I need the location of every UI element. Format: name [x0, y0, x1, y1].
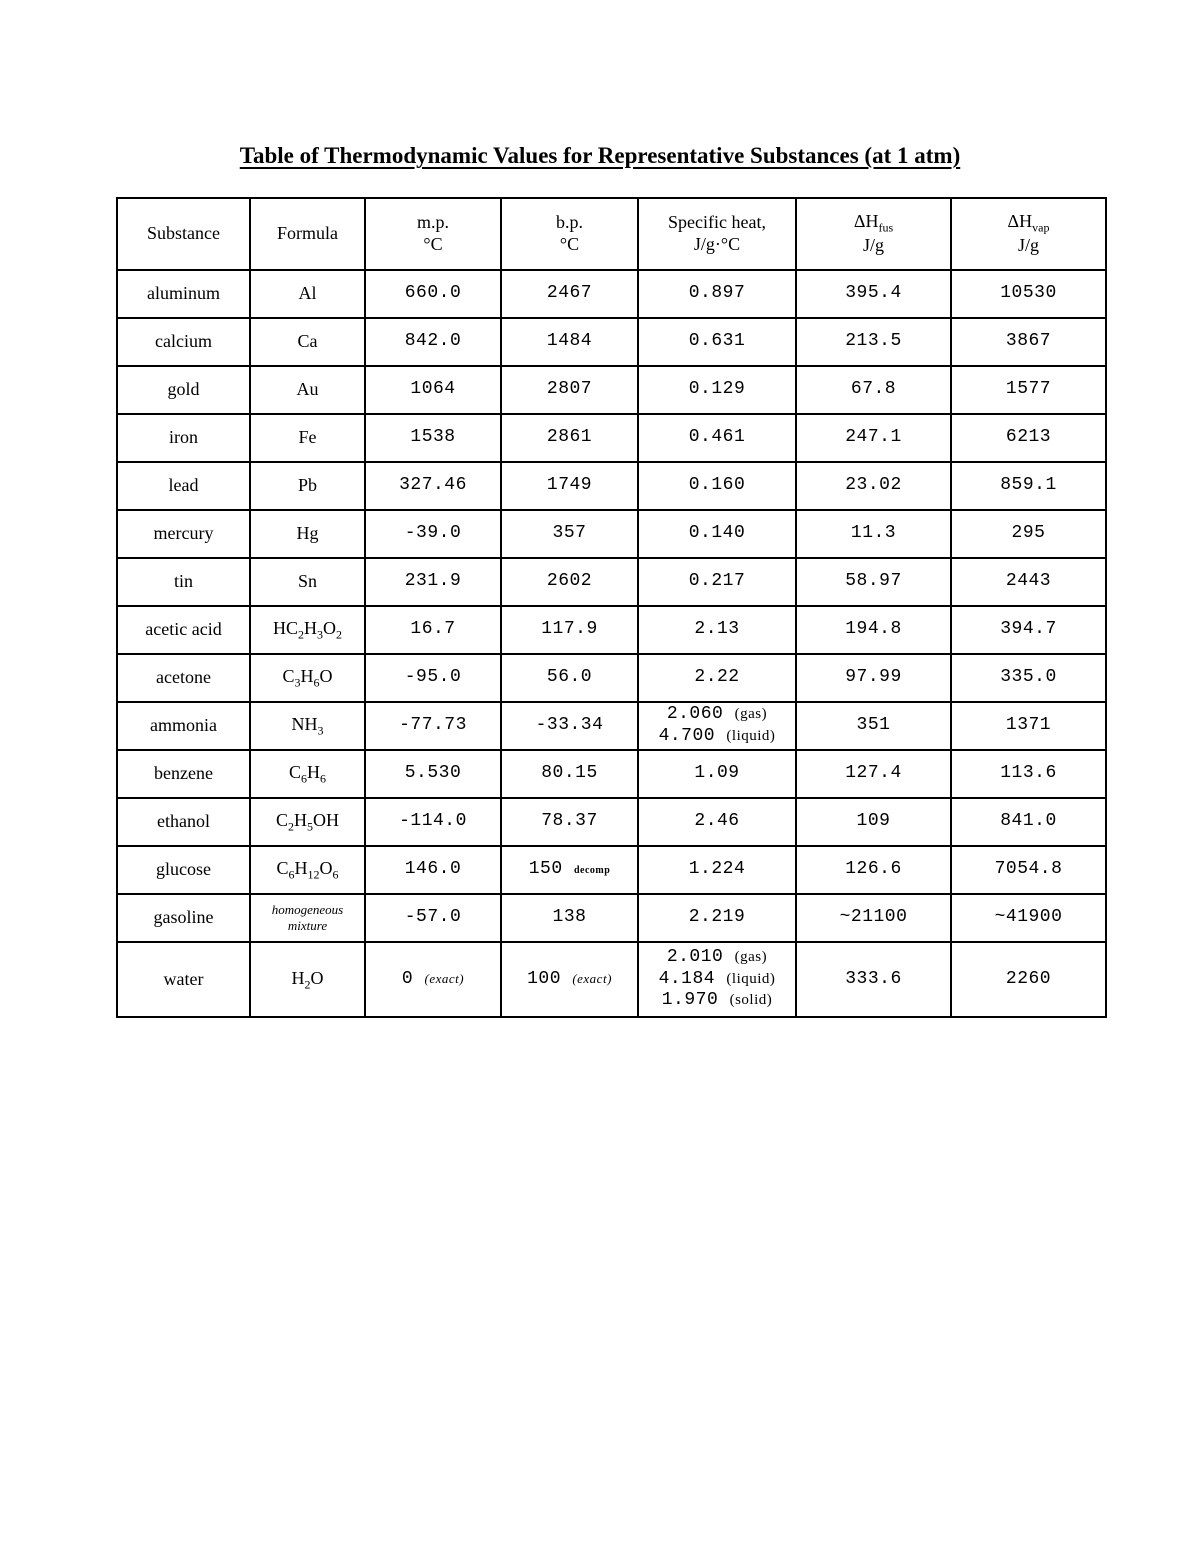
cell-specific-heat: 0.631	[638, 318, 796, 366]
table-row	[117, 318, 1106, 366]
cell-formula: $H_2O$	[250, 942, 365, 1017]
cell-specific-heat: 0.461	[638, 414, 796, 462]
cell-specific-heat: 2.219	[638, 894, 796, 942]
cell-bp: 1749	[501, 462, 638, 510]
cell-mp: -77.73	[365, 702, 501, 750]
cell-formula: $C_6H_6$	[250, 750, 365, 798]
cell-formula: $C_6H_{12}O_6$	[250, 846, 365, 894]
cell-hvap: 2443	[951, 558, 1106, 606]
cell-substance: ammonia	[117, 702, 250, 750]
cell-specific-heat: 1.09	[638, 750, 796, 798]
cell-hvap: 841.0	[951, 798, 1106, 846]
cell-hvap: 335.0	[951, 654, 1106, 702]
cell-formula: Ca	[250, 318, 365, 366]
table-row	[117, 270, 1106, 318]
cell-substance: mercury	[117, 510, 250, 558]
cell-substance: water	[117, 942, 250, 1017]
cell-hfus: 395.4	[796, 270, 951, 318]
cell-hvap: 10530	[951, 270, 1106, 318]
cell-bp: 78.37	[501, 798, 638, 846]
table-row	[117, 366, 1106, 414]
cell-formula: Sn	[250, 558, 365, 606]
cell-mp: 16.7	[365, 606, 501, 654]
cell-hfus: 58.97	[796, 558, 951, 606]
cell-mp: 0 (exact)	[365, 942, 501, 1017]
cell-bp: 2467	[501, 270, 638, 318]
cell-hfus: 109	[796, 798, 951, 846]
cell-mp: -114.0	[365, 798, 501, 846]
cell-hvap: ~41900	[951, 894, 1106, 942]
cell-bp: 56.0	[501, 654, 638, 702]
cell-formula: Hg	[250, 510, 365, 558]
cell-mp: 327.46	[365, 462, 501, 510]
header-heat-of-fusion: $\Delta H_{fus}$ J/g	[796, 198, 951, 270]
cell-hfus: 23.02	[796, 462, 951, 510]
cell-hfus: ~21100	[796, 894, 951, 942]
cell-specific-heat: 2.46	[638, 798, 796, 846]
page-title: Table of Thermodynamic Values for Representative Substances (at 1 atm)	[239, 143, 961, 168]
cell-hfus: 97.99	[796, 654, 951, 702]
cell-specific-heat: 2.010 (gas) 4.184 (liquid) 1.970 (solid)	[638, 942, 796, 1017]
cell-hvap: 1371	[951, 702, 1106, 750]
table-row	[117, 654, 1106, 702]
cell-specific-heat: 0.140	[638, 510, 796, 558]
cell-specific-heat: 0.160	[638, 462, 796, 510]
table-row	[117, 942, 1106, 1017]
header-formula: Formula	[250, 198, 365, 270]
cell-substance: acetic acid	[117, 606, 250, 654]
cell-substance: acetone	[117, 654, 250, 702]
cell-hfus: 67.8	[796, 366, 951, 414]
table-row	[117, 750, 1106, 798]
cell-bp: 2861	[501, 414, 638, 462]
thermodynamic-values-table	[116, 197, 1107, 1018]
cell-bp: 117.9	[501, 606, 638, 654]
table-row	[117, 462, 1106, 510]
cell-formula: homogeneous mixture	[250, 894, 365, 942]
cell-hfus: 333.6	[796, 942, 951, 1017]
cell-mp: -95.0	[365, 654, 501, 702]
cell-hvap: 295	[951, 510, 1106, 558]
header-heat-of-vaporization: $\Delta H_{vap}$ J/g	[951, 198, 1106, 270]
cell-mp: 660.0	[365, 270, 501, 318]
cell-mp: 5.530	[365, 750, 501, 798]
cell-mp: -39.0	[365, 510, 501, 558]
cell-substance: tin	[117, 558, 250, 606]
cell-bp: 150 decomp	[501, 846, 638, 894]
cell-hvap: 394.7	[951, 606, 1106, 654]
cell-specific-heat: 2.13	[638, 606, 796, 654]
table-row	[117, 702, 1106, 750]
cell-substance: calcium	[117, 318, 250, 366]
cell-specific-heat: 0.217	[638, 558, 796, 606]
cell-formula: Al	[250, 270, 365, 318]
cell-mp: 231.9	[365, 558, 501, 606]
cell-bp: 1484	[501, 318, 638, 366]
cell-specific-heat: 2.060 (gas) 4.700 (liquid)	[638, 702, 796, 750]
cell-specific-heat: 2.22	[638, 654, 796, 702]
cell-specific-heat: 1.224	[638, 846, 796, 894]
cell-hfus: 213.5	[796, 318, 951, 366]
table-row	[117, 606, 1106, 654]
cell-substance: gold	[117, 366, 250, 414]
cell-hvap: 1577	[951, 366, 1106, 414]
cell-formula: $HC_2H_3O_2$	[250, 606, 365, 654]
table-row	[117, 558, 1106, 606]
cell-bp: 100 (exact)	[501, 942, 638, 1017]
cell-bp: 357	[501, 510, 638, 558]
cell-hvap: 3867	[951, 318, 1106, 366]
cell-substance: glucose	[117, 846, 250, 894]
cell-hfus: 351	[796, 702, 951, 750]
cell-mp: -57.0	[365, 894, 501, 942]
cell-hfus: 247.1	[796, 414, 951, 462]
cell-mp: 842.0	[365, 318, 501, 366]
cell-substance: lead	[117, 462, 250, 510]
cell-specific-heat: 0.897	[638, 270, 796, 318]
cell-substance: ethanol	[117, 798, 250, 846]
cell-substance: iron	[117, 414, 250, 462]
cell-substance: aluminum	[117, 270, 250, 318]
cell-formula: $C_2H_5OH$	[250, 798, 365, 846]
cell-formula: Pb	[250, 462, 365, 510]
cell-hvap: 2260	[951, 942, 1106, 1017]
cell-bp: 80.15	[501, 750, 638, 798]
cell-bp: 2807	[501, 366, 638, 414]
cell-bp: 2602	[501, 558, 638, 606]
cell-hfus: 11.3	[796, 510, 951, 558]
header-specific-heat: Specific heat, J/g·°C	[638, 198, 796, 270]
cell-mp: 1064	[365, 366, 501, 414]
table-row	[117, 798, 1106, 846]
cell-hfus: 127.4	[796, 750, 951, 798]
table-row	[117, 846, 1106, 894]
cell-mp: 1538	[365, 414, 501, 462]
cell-hvap: 6213	[951, 414, 1106, 462]
cell-substance: benzene	[117, 750, 250, 798]
table-row	[117, 510, 1106, 558]
table-row	[117, 414, 1106, 462]
header-boiling-point: b.p. °C	[501, 198, 638, 270]
cell-hvap: 113.6	[951, 750, 1106, 798]
cell-bp: 138	[501, 894, 638, 942]
cell-hfus: 126.6	[796, 846, 951, 894]
table-header-row	[117, 198, 1106, 270]
cell-specific-heat: 0.129	[638, 366, 796, 414]
table-row	[117, 894, 1106, 942]
cell-hvap: 7054.8	[951, 846, 1106, 894]
cell-mp: 146.0	[365, 846, 501, 894]
cell-formula: $C_3H_6O$	[250, 654, 365, 702]
cell-hvap: 859.1	[951, 462, 1106, 510]
cell-bp: -33.34	[501, 702, 638, 750]
cell-formula: $NH_3$	[250, 702, 365, 750]
cell-hfus: 194.8	[796, 606, 951, 654]
cell-formula: Fe	[250, 414, 365, 462]
cell-substance: gasoline	[117, 894, 250, 942]
cell-formula: Au	[250, 366, 365, 414]
header-melting-point: m.p. °C	[365, 198, 501, 270]
header-substance: Substance	[117, 198, 250, 270]
